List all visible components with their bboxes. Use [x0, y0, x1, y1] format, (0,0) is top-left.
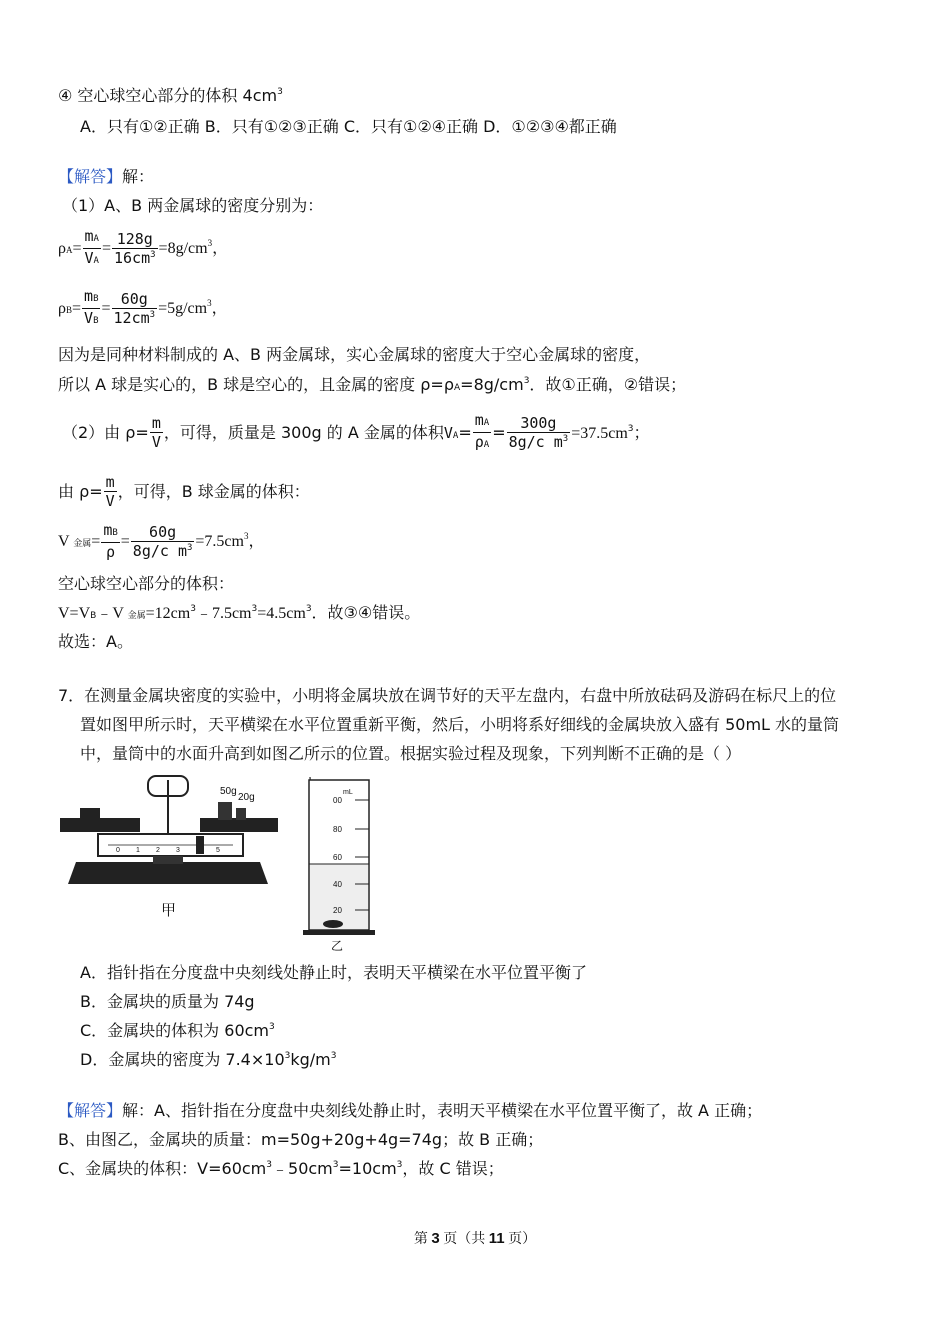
weight-50g-label: 50g	[220, 786, 237, 797]
line-because: 因为是同种材料制成的 A、B 两金属球，实心金属球的密度大于空心金属球的密度，	[58, 345, 651, 364]
sol7-line1: 【解答】解：A、指针指在分度盘中央刻线处静止时，表明天平横梁在水平位置平衡了，故 A 正确；	[58, 1101, 763, 1120]
rider	[196, 836, 204, 854]
weight-20g-label: 20g	[238, 792, 255, 803]
q7-line3: 中，量筒中的水面升高到如图乙所示的位置。根据实验过程及现象，下列判断不正确的是（ ）	[80, 744, 742, 763]
option-d: D．金属块的密度为 $7.4\times 10^3kg/m^3$	[80, 1050, 337, 1069]
metal-block	[80, 808, 100, 820]
page-total: 11	[488, 1230, 505, 1247]
rho-a-formula: ρA= $\frac{mA}{VA}$ = $\frac{128g}{16cm^3}$ $=8g/cm^3$，	[58, 226, 229, 267]
unit-label: mL	[343, 789, 353, 796]
v-calc: V=VB﹣V 金属$=12cm^3﹣7.5cm^3=4.5cm^3$．故③④错误。	[58, 603, 421, 622]
tick-label: 80	[333, 825, 342, 834]
option-c: C．金属块的体积为 $60cm^3$	[80, 1021, 275, 1040]
left-pan	[60, 818, 140, 832]
v-metal-formula: V 金属= $\frac{mB}{\rho}$ = $\frac{60g}{8g/c m^3}$ $=7.5cm^3$，	[58, 521, 265, 562]
option-a: A．指针指在分度盘中央刻线处静止时，表明天平横梁在水平位置平衡了	[80, 963, 587, 982]
scale-tick: 2	[156, 847, 160, 854]
right-pan	[200, 818, 278, 832]
metal-block-in-water	[323, 920, 343, 928]
scale-tick: 0	[116, 847, 120, 854]
item-4: ④ 空心球空心部分的体积 $4cm^3$	[58, 86, 283, 105]
scale-tick: 3	[176, 847, 180, 854]
scale-tick: 5	[216, 847, 220, 854]
hollow-label: 空心球空心部分的体积：	[58, 574, 235, 593]
part2-formula: （2）由 ρ= $\frac{m}{V}$ ，可得，质量是 300g 的 A 金属的体积VA= $\frac{mA}{\rho A}$ = $\frac{300g}{8g/c m^3}$ $=37.5cm^3$；	[62, 411, 650, 451]
balance-base	[68, 862, 268, 884]
line-so: 所以 A 球是实心的，B 球是空心的，且金属的密度 $\rho=\rho A=8g/cm^3$．故①正确，②错误；	[58, 375, 687, 394]
q7-line1: 7．在测量金属块密度的实验中，小明将金属块放在调节好的天平左盘内，右盘中所放砝码及游码在标尺上的位	[58, 686, 837, 705]
weight-50g	[218, 802, 232, 820]
water	[310, 864, 368, 929]
tick-label: 40	[333, 880, 342, 889]
cylinder-base	[303, 930, 375, 935]
cylinder-figure	[295, 772, 385, 952]
figure-yi-label: 乙	[331, 939, 344, 952]
scale-tick: 1	[136, 847, 140, 854]
page-footer: 第 3 页（共 11 页）	[413, 1230, 537, 1247]
options-line: A．只有①②正确 B．只有①②③正确 C．只有①②④正确 D．①②③④都正确	[80, 117, 617, 136]
choose-line: 故选：A。	[58, 632, 133, 651]
sol7-line3: C、金属块的体积：$V=60cm^3﹣50cm^3=10cm^3$，故 C 错误；	[58, 1159, 504, 1178]
weight-20g	[236, 808, 246, 820]
part3-formula: 由 ρ= $\frac{m}{V}$ ，可得，B 球金属的体积：	[58, 473, 310, 510]
tick-label: 00	[333, 796, 342, 805]
sol7-line2: B、由图乙，金属块的质量：m=50g+20g+4g=74g；故 B 正确；	[58, 1130, 544, 1149]
page-number: 3	[431, 1230, 440, 1247]
tick-label: 60	[333, 853, 342, 862]
solution-header: 【解答】解：	[58, 167, 155, 186]
answer-tag: 【解答】	[58, 1101, 123, 1120]
answer-tag: 【解答】	[58, 167, 123, 186]
rho-b-formula: ρB= $\frac{mB}{VB}$ = $\frac{60g}{12cm^3}$ $=5g/cm^3$，	[58, 286, 228, 327]
q7-line2: 置如图甲所示时，天平横梁在水平位置重新平衡，然后，小明将系好细线的金属块放入盛有 50mL 水的量筒	[80, 715, 840, 734]
figure-jia-label: 甲	[161, 901, 177, 919]
balance-figure	[58, 772, 283, 922]
solution-part1: （1）A、B 两金属球的密度分别为：	[62, 196, 324, 215]
tick-label: 20	[333, 906, 342, 915]
option-b: B．金属块的质量为 74g	[80, 992, 255, 1011]
